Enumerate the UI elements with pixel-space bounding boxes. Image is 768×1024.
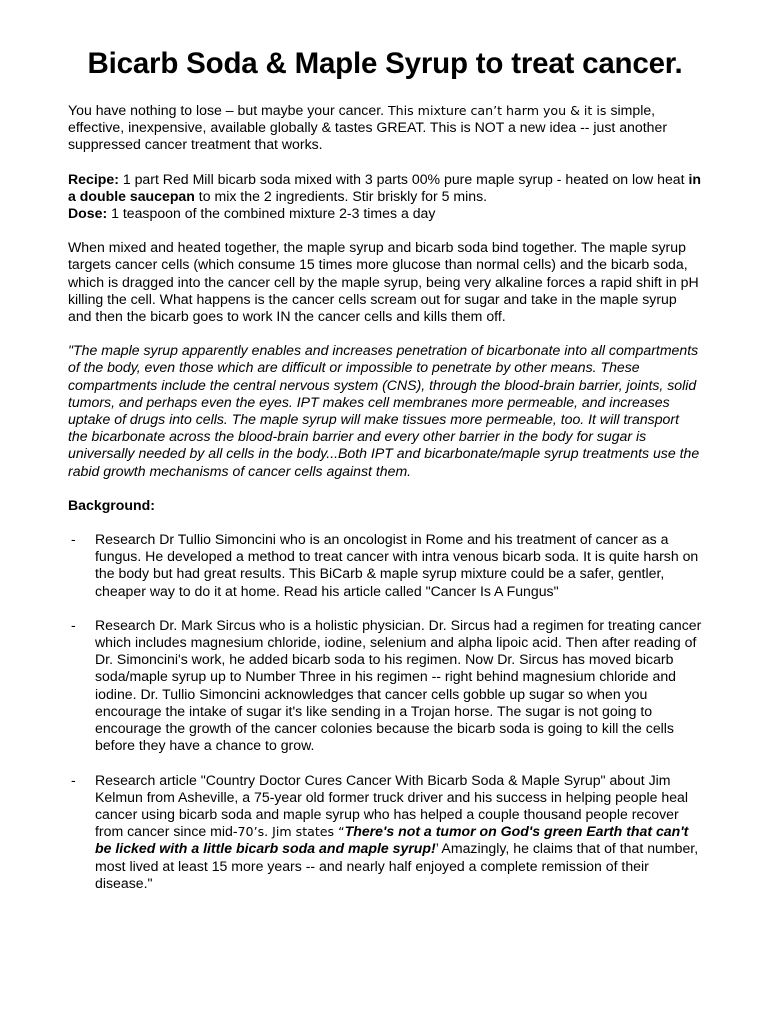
- bullet-dash: -: [71, 531, 76, 548]
- list-item: [68, 772, 702, 892]
- list-item-text: Research Dr Tullio Simoncini who is an oncologist in Rome and his treatment of cancer as a fungus. He developed a method to treat cancer with intra venous bicarb soda. It is quite harsh on the body but had great results. This BiCarb & maple syrup mixture could be a safer, gentler, cheaper way to do it at home. Read his article called "Cancer Is A Fungus": [95, 531, 699, 599]
- recipe-paragraph: [68, 171, 702, 205]
- list-spacer: [68, 755, 702, 772]
- recipe-label: Recipe:: [68, 170, 119, 187]
- quote-paragraph: "The maple syrup apparently enables and increases penetration of bicarbonate into all compartments of the body, even those which are difficult or impossible to penetrate by other means. These compartments include the central nervous system (CNS), through the blood-brain barrier, joints, solid tumors, and perhaps even the eyes. IPT makes cell membranes more permeable, and increases uptake of drugs into cells. The maple syrup will make tissues more permeable, too. It will transport the bicarbonate across the blood-brain barrier and every other barrier in the body for sugar is universally needed by all cells in the body...Both IPT and bicarbonate/maple syrup treatments use the rabid growth mechanisms of cancer cells against them.: [68, 342, 700, 479]
- intro-paragraph: [68, 102, 702, 154]
- list-item-text: Research Dr. Mark Sircus who is a holistic physician. Dr. Sircus had a regimen for treating cancer which includes magnesium chloride, iodine, selenium and alpha lipoic acid. Then after reading of Dr. Simoncini's work, he added bicarb soda to his regimen. Now Dr. Sircus has moved bicarb soda/maple syrup up to Number Three in his regimen -- right behind magnesium chloride and iodine. Dr. Tullio Simoncini acknowledges that cancer cells gobble up sugar so when you encourage the intake of sugar it's like sending in a Trojan horse. The sugar is not going to encourage the growth of the cancer colonies because the bicarb soda is going to kill the cells before they have a chance to grow.: [95, 616, 702, 754]
- intro-part-1: You have nothing to lose – but maybe your cancer.: [68, 102, 388, 118]
- item3-italic-quote: There's not a tumor on God's green Earth that can't be licked with a little bicarb soda and maple syrup!: [95, 823, 689, 857]
- item3-text-1: Research article "Country Doctor Cures Cancer With Bicarb Soda & Maple Syrup" about Jim Kelmun from Asheville, a 75-year old former truck driver and his success in helping people heal cancer using bicarb soda and maple syrup who has helped a couple thousand people recover from cancer since mid-: [95, 771, 689, 840]
- list-spacer: [68, 600, 702, 617]
- intro-part-2: This mixture can’t harm you & it is: [387, 103, 611, 118]
- bullet-dash: -: [71, 771, 76, 788]
- recipe-text-2: to mix the 2 ingredients. Stir briskly for 5 mins.: [194, 187, 488, 204]
- dose-text: 1 teaspoon of the combined mixture 2-3 times a day: [107, 205, 436, 222]
- dose-label: Dose:: [68, 205, 108, 222]
- recipe-bold-text: in a double saucepan: [68, 170, 701, 204]
- list-item-text: [95, 772, 698, 891]
- list-item: [68, 531, 702, 600]
- item3-alt-text: 70’s. Jim states “: [237, 824, 345, 840]
- bullet-dash: -: [71, 616, 76, 633]
- item3-text-2: ’ Amazingly, he claims that of that number, most lived at least 15 more years -- and nearly half enjoyed a complete remission of their disease.": [95, 840, 699, 891]
- intro-part-3: simple, effective, inexpensive, available globally & tastes GREAT. This is NOT a new idea -- just another suppressed cancer treatment that works.: [68, 102, 668, 153]
- background-heading: [68, 497, 702, 514]
- background-heading-text: Background:: [68, 496, 155, 513]
- document-title: Bicarb Soda & Maple Syrup to treat cancer.: [87, 47, 683, 80]
- recipe-text-1: 1 part Red Mill bicarb soda mixed with 3 parts 00% pure maple syrup - heated on low heat: [118, 170, 689, 187]
- dose-paragraph: [68, 205, 702, 222]
- explanation-paragraph: When mixed and heated together, the maple syrup and bicarb soda bind together. The maple syrup targets cancer cells (which consume 15 times more glucose than normal cells) and the bicarb soda, which is dragged into the cancer cell by the maple syrup, being very alkaline forces a rapid shift in pH killing the cell. What happens is the cancer cells scream out for sugar and take in the maple syrup and then the bicarb goes to work IN the cancer cells and kills them off.: [68, 239, 699, 325]
- background-list: [68, 531, 702, 892]
- list-item: [68, 617, 702, 755]
